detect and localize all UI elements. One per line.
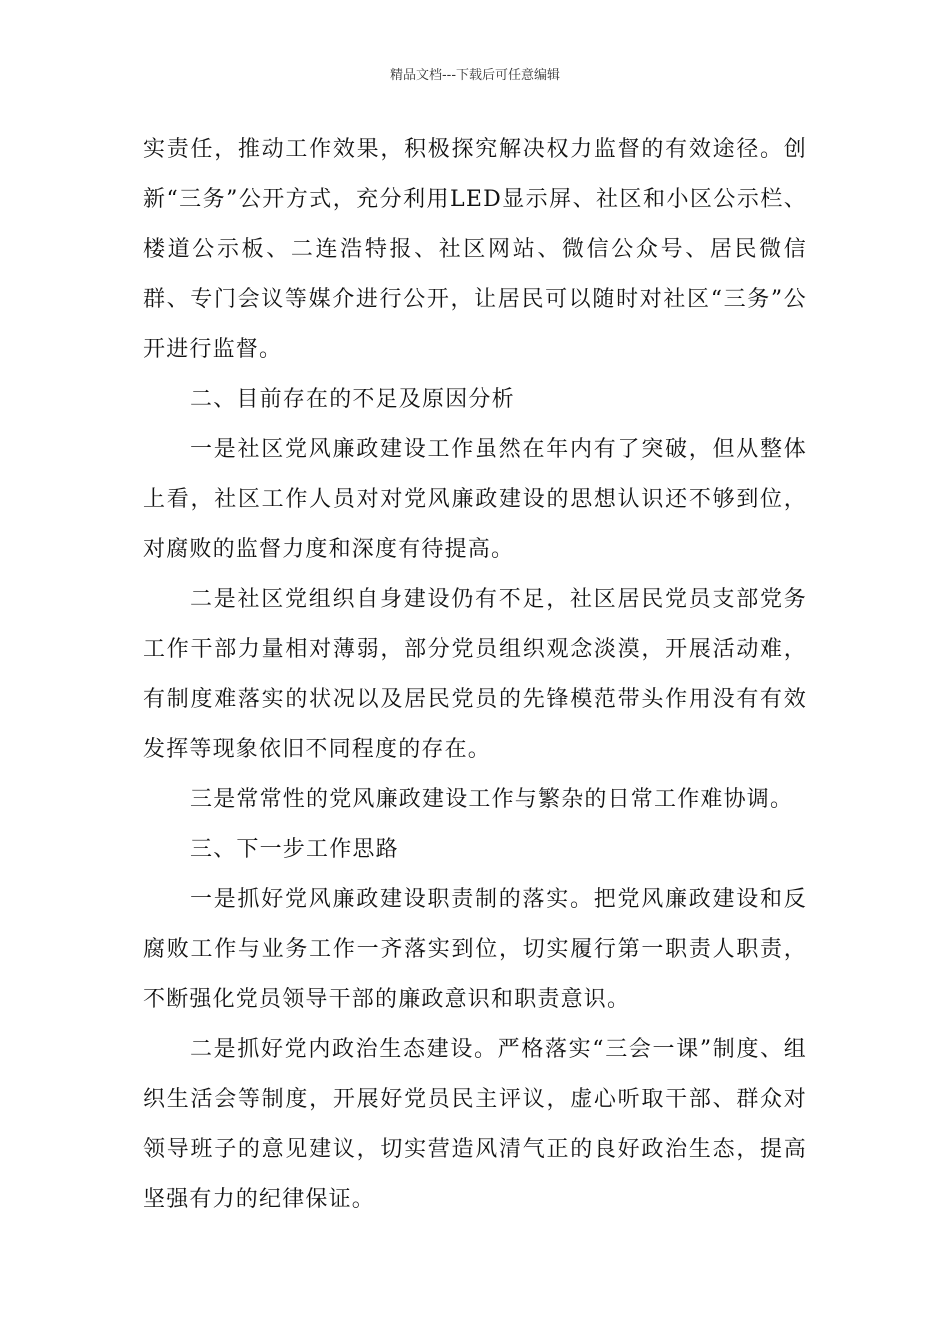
paragraph: 一是抓好党风廉政建设职责制的落实。把党风廉政建设和反腐败工作与业务工作一齐落实到位，切实履行第一职责人职责，不断强化党员领导干部的廉政意识和职责意识。 bbox=[143, 887, 807, 1012]
paragraph: 一是社区党风廉政建设工作虽然在年内有了突破，但从整体上看，社区工作人员对对党风廉政建设的思想认识还不够到位，对腐败的监督力度和深度有待提高。 bbox=[143, 437, 807, 562]
section-heading-3: 三、下一步工作思路 bbox=[190, 837, 399, 862]
document-body bbox=[143, 125, 807, 1225]
paragraph: 二是抓好党内政治生态建设。严格落实“三会一课”制度、组织生活会等制度，开展好党员民主评议，虚心听取干部、群众对领导班子的意见建议，切实营造风清气正的良好政治生态，提高坚强有力的纪律保证。 bbox=[143, 1037, 807, 1212]
paragraph-continued: 实责任，推动工作效果，积极探究解决权力监督的有效途径。创新“三务”公开方式，充分利用LED显示屏、社区和小区公示栏、楼道公示板、二连浩特报、社区网站、微信公众号、居民微信群、专门会议等媒介进行公开，让居民可以随时对社区“三务”公开进行监督。 bbox=[143, 137, 807, 362]
page-header: 精品文档---下载后可任意编辑 bbox=[389, 68, 561, 83]
paragraph: 二是社区党组织自身建设仍有不足，社区居民党员支部党务工作干部力量相对薄弱，部分党员组织观念淡漠，开展活动难，有制度难落实的状况以及居民党员的先锋模范带头作用没有有效发挥等现象依旧不同程度的存在。 bbox=[143, 587, 807, 762]
section-heading-2: 二、目前存在的不足及原因分析 bbox=[190, 387, 515, 412]
paragraph: 三是常常性的党风廉政建设工作与繁杂的日常工作难协调。 bbox=[190, 787, 794, 812]
